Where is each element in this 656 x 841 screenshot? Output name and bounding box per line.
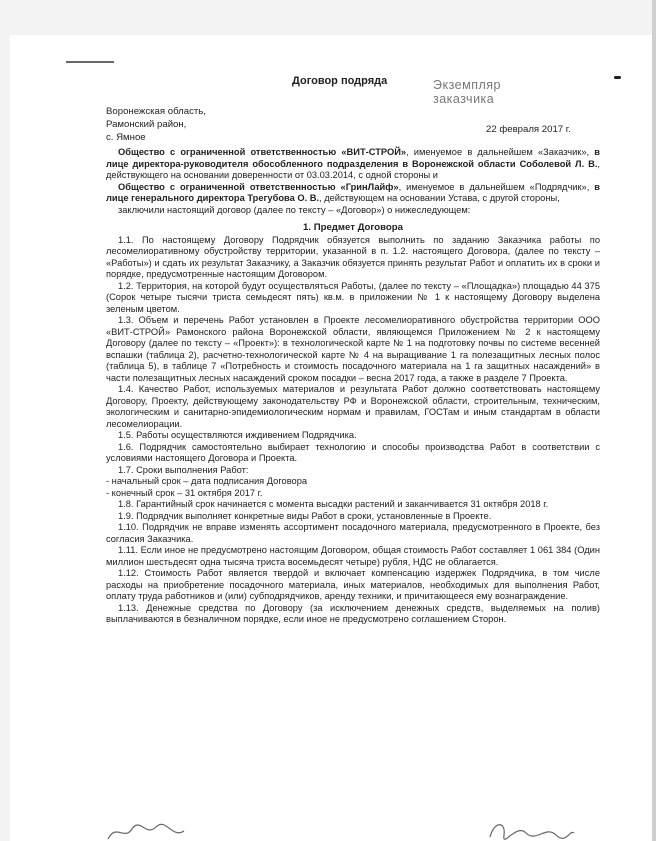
party-contractor-text-2: , действующем на основании Устава, с другой стороны, bbox=[319, 193, 560, 203]
copy-stamp bbox=[433, 78, 501, 106]
document-page bbox=[10, 35, 652, 841]
document-title: Договор подряда bbox=[292, 75, 388, 87]
scan-mark-dash bbox=[614, 76, 621, 79]
clause-1-11: 1.11. Если иное не предусмотрено настоящим Договором, общая стоимость Работ составляет 1 061 384 (Один миллион шестьдесят одна тысяча триста восемьдесят четыре) рубля, НДС не облагается. bbox=[106, 545, 600, 567]
stamp-line-1: Экземпляр bbox=[433, 78, 502, 92]
term-start: - начальный срок – дата подписания Договора bbox=[106, 476, 308, 486]
party-customer bbox=[106, 147, 600, 182]
contract-date: 22 февраля 2017 г. bbox=[486, 124, 571, 135]
clause-1-9: 1.9. Подрядчик выполняет конкретные виды Работ в сроки, установленные в Проекте. bbox=[118, 510, 492, 521]
party-contractor-representative: в лице генерального директора Трегубова О. В. bbox=[106, 181, 600, 203]
contractor-signature bbox=[486, 817, 576, 841]
contract-body bbox=[106, 147, 600, 626]
clause-1-13: 1.13. Денежные средства по Договору (за исключением денежных средств, выделяемых на полив) выплачиваются в безналичном порядке, если иное не предусмотрено соглашением Сторон. bbox=[106, 602, 600, 624]
stamp-line-2: заказчика bbox=[433, 92, 495, 106]
contract-intro: заключили настоящий договор (далее по тексту – «Договор») о нижеследующем: bbox=[118, 204, 471, 215]
clause-1-5: 1.5. Работы осуществляются иждивением Подрядчика. bbox=[118, 430, 357, 440]
clause-1-3: 1.3. Объем и перечень Работ установлен в Проекте лесомелиоративного обустройства территории ООО «ВИТ-СТРОЙ» Рамонского района Воронежской области, являющемся Приложением № 2 к настоящему Договору (далее по тексту – «Проект»): в технологической карте № 1 на подготовку почвы по системе весенней вспашки (таблица 2), расчетно-технологической карте № 4 на выращивание 1 га полезащитных лесных полос (таблица 5), в таблице 7 «Потребность и стоимость посадочного материала на 1 га защитных насаждений» в части полезащитных лесных насаждений сроком посадки – весна 2017 года, а также в разделе 7 Проекта. bbox=[106, 315, 600, 383]
place-line-3: с. Ямное bbox=[106, 132, 146, 143]
party-customer-representative: в лице директора-руководителя обособленного подразделения в Воронежской области Соболевой Л. В. bbox=[106, 147, 600, 169]
clause-1-7: 1.7. Сроки выполнения Работ: bbox=[118, 464, 249, 475]
section-1-heading: 1. Предмет Договора bbox=[303, 222, 403, 233]
party-customer-text-2: , действующего на основании доверенности от 03.03.2014, с одной стороны и bbox=[106, 158, 600, 180]
clause-1-8: 1.8. Гарантийный срок начинается с момента высадки растений и заканчивается 31 октября 2018 г. bbox=[118, 499, 549, 509]
place-block bbox=[106, 105, 206, 144]
scan-edge bbox=[652, 0, 656, 841]
clause-1-2: 1.2. Территория, на которой будут осуществляться Работы, (далее по тексту – «Площадка») площадью 44 375 (Сорок четыре тысячи триста семьдесят пять) кв.м. в приложении № 1 к настоящему Договору выделена зеленым цветом. bbox=[106, 280, 600, 314]
customer-signature bbox=[106, 821, 186, 841]
clause-1-1: 1.1. По настоящему Договору Подрядчик обязуется выполнить по заданию Заказчика работы по лесомелиоративному обустройству территории, указанной в п. 1.2. настоящего Договора, (далее по тексту – «Работы») и сдать их результат Заказчику, а Заказчик обязуется принять результат Работ и оплатить их в сроки и порядке, предусмотренные настоящим Договором. bbox=[106, 234, 600, 279]
clause-1-4: 1.4. Качество Работ, используемых материалов и результата Работ должно соответствовать настоящему Договору, Проекту, действующему законодательству РФ и Воронежской области, строительным, техническим, экологическим и санитарно-эпидемиологическим нормам и правилам, ГОСТам и иным стандартам в области лесомелиорации. bbox=[106, 384, 600, 429]
clause-1-10: 1.10. Подрядчик не вправе изменять ассортимент посадочного материала, предусмотренного в Проекте, без согласия Заказчика. bbox=[106, 522, 600, 544]
party-customer-text-1: , именуемое в дальнейшем «Заказчик», bbox=[406, 147, 595, 157]
clause-1-12: 1.12. Стоимость Работ является твердой и включает компенсацию издержек Подрядчика, в том числе расходы на приобретение посадочного материала, иных материалов, необходимых для выполнения Работ, оплату труда работников и (или) субподрядчиков, аренду техники, и причитающееся ему вознаграждение. bbox=[106, 568, 600, 601]
party-contractor-name: Общество с ограниченной ответственностью «ГринЛайф» bbox=[118, 181, 399, 192]
party-contractor bbox=[106, 182, 600, 205]
clause-1-6: 1.6. Подрядчик самостоятельно выбирает технологию и способы производства Работ в соответствии с условиями настоящего Договора и Проекта. bbox=[106, 441, 600, 463]
place-line-2: Рамонский район, bbox=[106, 119, 187, 130]
place-line-1: Воронежская область, bbox=[106, 106, 206, 117]
party-customer-name: Общество с ограниченной ответственностью «ВИТ-СТРОЙ» bbox=[118, 147, 407, 157]
term-end: - конечный срок – 31 октября 2017 г. bbox=[106, 487, 263, 498]
scan-mark bbox=[66, 61, 114, 63]
party-contractor-text-1: , именуемое в дальнейшем «Подрядчик», bbox=[398, 181, 595, 192]
